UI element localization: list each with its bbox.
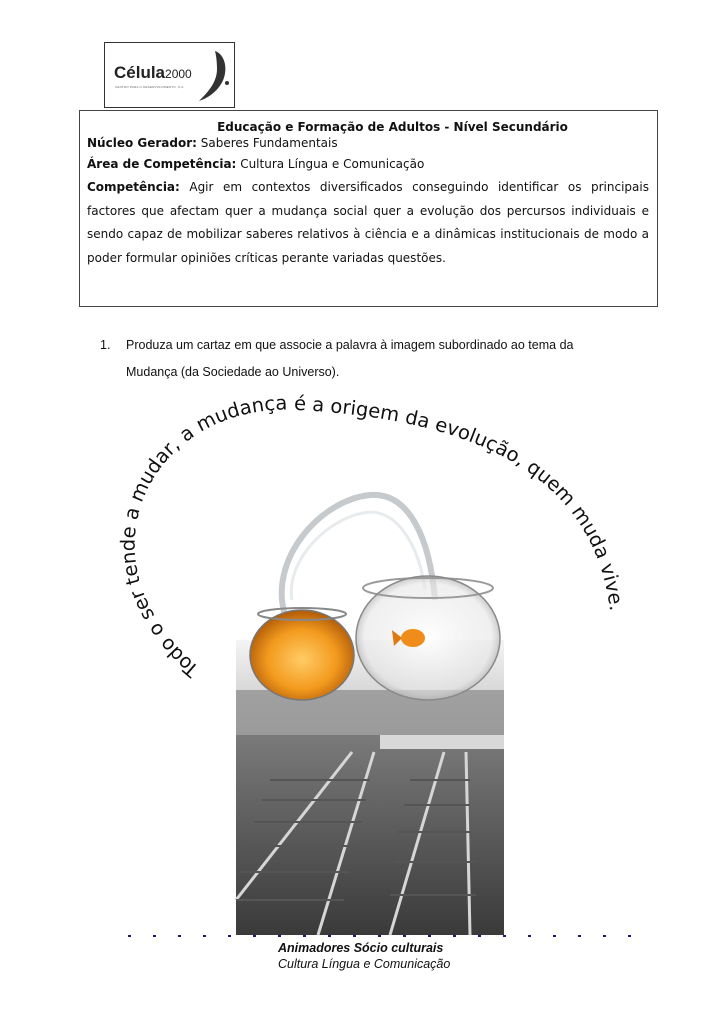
footer-dotted-rule	[128, 932, 648, 940]
logo-brand-name: Célula	[114, 63, 166, 82]
document-title: Educação e Formação de Adultos - Nível Secundário	[217, 120, 568, 134]
competencia-label: Competência:	[87, 180, 180, 194]
nucleo-value: Saberes Fundamentais	[200, 136, 338, 150]
nucleo-label: Núcleo Gerador:	[87, 136, 197, 150]
question-number: 1.	[100, 338, 111, 352]
goldfish	[401, 629, 425, 647]
area-value: Cultura Língua e Comunicação	[240, 157, 425, 171]
poster-arc-slogan: Todo o ser tende a mudar, a mudança é a origem da evolução, quem muda vive.	[116, 391, 629, 682]
footer	[278, 940, 450, 972]
fishbowl-right	[356, 576, 500, 700]
logo-tagline: CENTRO PARA O DESENVOLVIMENTO, S.A.	[115, 85, 185, 89]
photo-water-glint	[380, 735, 504, 749]
logo-brand-number: 2000	[165, 67, 192, 81]
question-text: Produza um cartaz em que associe a palavra à imagem subordinado ao tema da Mudança (da Sociedade ao Universo).	[126, 338, 574, 379]
fishbowl-left	[250, 608, 354, 700]
footer-line-2: Cultura Língua e Comunicação	[278, 957, 451, 971]
competencia-value: Agir em contextos diversificados conseguindo identificar os principais factores que afectam quer a mudança social quer a evolução dos percursos individuais e sendo capaz de mobilizar saberes relativos à ciência e a dinâmicas institucionais de modo a poder formular opiniões críticas perante variadas questões.	[87, 180, 649, 265]
area-label: Área de Competência:	[87, 157, 237, 171]
footer-line-1: Animadores Sócio culturais	[278, 941, 444, 955]
